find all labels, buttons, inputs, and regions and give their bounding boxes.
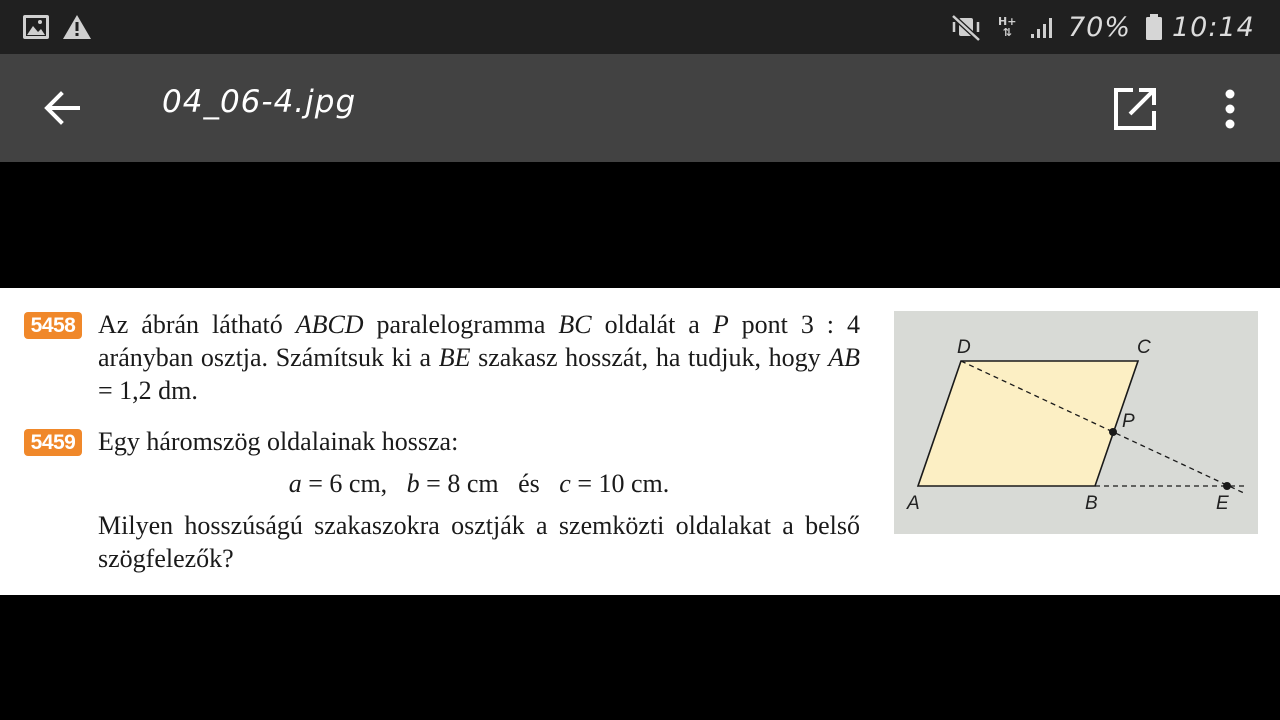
math-term: BE — [438, 343, 471, 372]
math-term: b — [406, 469, 420, 498]
label-c: C — [1137, 337, 1151, 358]
vibrate-mute-icon — [950, 0, 982, 54]
text-segment: oldalát a — [591, 310, 713, 339]
file-title: 04_06-4.jpg — [162, 84, 357, 120]
overflow-menu-button[interactable] — [1204, 76, 1256, 142]
problem-number-badge: 5458 — [24, 312, 82, 339]
text-segment: = 6 cm, — [301, 469, 407, 498]
parallelogram-diagram — [894, 311, 1258, 534]
label-d: D — [957, 337, 971, 358]
text-segment: pont 3 : 4 arányban osztja. Számítsuk ki a — [98, 310, 860, 372]
text-segment: = 1,2 dm. — [98, 376, 198, 405]
text-segment: = 10 cm. — [570, 469, 670, 498]
text-segment: szakasz hosszát, ha tudjuk, hogy — [470, 343, 829, 372]
math-term: P — [712, 310, 729, 339]
math-term: c — [559, 469, 571, 498]
network-type-text: H+ — [998, 15, 1017, 28]
parallelogram-abcd — [918, 361, 1138, 486]
alert-icon — [62, 0, 92, 54]
signal-strength-icon — [1030, 0, 1058, 54]
math-term: a — [288, 469, 302, 498]
battery-percentage: 70% — [1068, 11, 1132, 43]
image-notification-icon — [22, 0, 50, 54]
clock: 10:14 — [1172, 11, 1255, 43]
label-e: E — [1216, 493, 1229, 514]
point-e — [1223, 482, 1231, 490]
problem-number-badge: 5459 — [24, 429, 82, 456]
text-segment: = 8 cm és — [419, 469, 560, 498]
text-segment: paralelogramma — [363, 310, 559, 339]
math-term: AB — [828, 343, 860, 372]
network-type-label — [998, 0, 1016, 54]
status-bar — [0, 0, 1280, 54]
problem-5459-intro: Egy háromszög oldalainak hossza: — [98, 427, 459, 456]
label-a: A — [907, 493, 920, 514]
point-p — [1109, 428, 1117, 436]
problem-5458-text — [98, 308, 860, 407]
label-p: P — [1122, 411, 1135, 432]
network-arrows-text: ⇅ — [1002, 26, 1012, 39]
image-viewport[interactable] — [0, 288, 1280, 595]
more-vert-icon — [1224, 89, 1236, 129]
app-toolbar — [0, 54, 1280, 162]
open-external-button[interactable] — [1102, 76, 1168, 142]
back-button[interactable] — [30, 76, 94, 140]
battery-icon — [1144, 0, 1164, 54]
open-in-new-icon — [1113, 87, 1157, 131]
label-b: B — [1085, 493, 1098, 514]
problem-5459-formula — [98, 467, 860, 500]
math-term: ABCD — [295, 310, 364, 339]
back-arrow-icon — [42, 88, 82, 128]
math-term: BC — [558, 310, 592, 339]
parallelogram-figure — [894, 311, 1258, 534]
text-segment: Az ábrán látható — [98, 310, 296, 339]
problem-5459-question: Milyen hosszúságú szakaszokra osztják a szemközti oldalakat a belső szögfelezők? — [98, 511, 860, 573]
